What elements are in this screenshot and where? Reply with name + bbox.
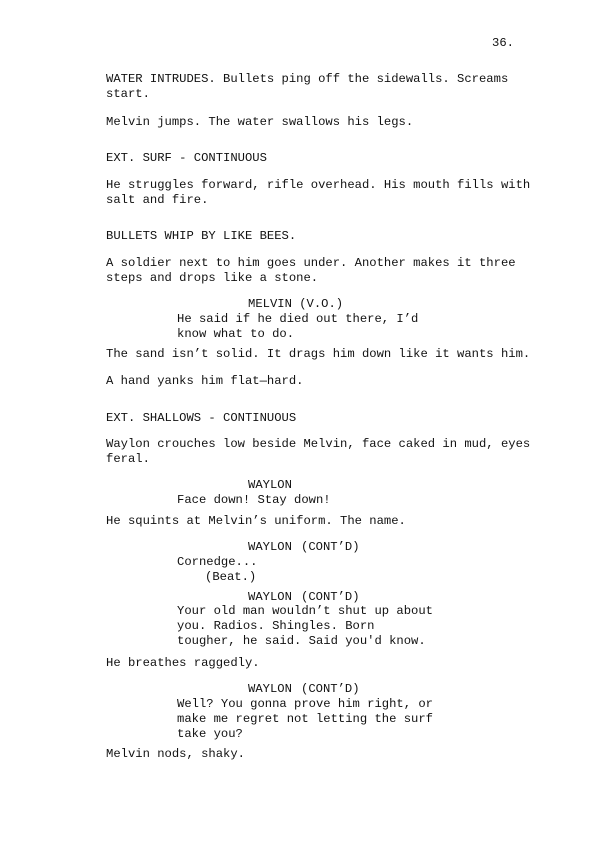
- character-name: WAYLON: [248, 540, 292, 554]
- action-line: A hand yanks him flat—hard.: [106, 374, 304, 388]
- cont-extension: (CONT’D): [301, 682, 360, 696]
- action-line: Melvin nods, shaky.: [106, 747, 245, 761]
- dialogue-line: take you?: [177, 727, 243, 741]
- scene-heading: EXT. SHALLOWS - CONTINUOUS: [106, 411, 297, 425]
- dialogue-line: Your old man wouldn’t shut up about: [177, 604, 433, 618]
- action-line: feral.: [106, 452, 150, 466]
- dialogue-line: Face down! Stay down!: [177, 493, 331, 507]
- dialogue-line: make me regret not letting the surf: [177, 712, 433, 726]
- action-line: He breathes raggedly.: [106, 656, 260, 670]
- dialogue-line: know what to do.: [177, 327, 295, 341]
- action-line: steps and drops like a stone.: [106, 271, 319, 285]
- page-number: 36.: [492, 36, 514, 50]
- action-line: Melvin jumps. The water swallows his legs.: [106, 115, 414, 129]
- action-line: The sand isn’t solid. It drags him down like it wants him.: [106, 347, 531, 361]
- dialogue-line: Cornedge...: [177, 555, 258, 569]
- action-line: He struggles forward, rifle overhead. His mouth fills with: [106, 178, 531, 192]
- cont-extension: (CONT’D): [301, 590, 360, 604]
- action-line: A soldier next to him goes under. Another makes it three: [106, 256, 516, 270]
- dialogue-line: tougher, he said. Said you'd know.: [177, 634, 426, 648]
- character-name: MELVIN (V.O.): [248, 297, 344, 311]
- character-name: WAYLON: [248, 682, 292, 696]
- action-line: start.: [106, 87, 150, 101]
- character-name: WAYLON: [248, 590, 292, 604]
- action-line: WATER INTRUDES. Bullets ping off the sidewalls. Screams: [106, 72, 509, 86]
- action-line: salt and fire.: [106, 193, 209, 207]
- character-name: WAYLON: [248, 478, 292, 492]
- action-line: BULLETS WHIP BY LIKE BEES.: [106, 229, 297, 243]
- parenthetical: (Beat.): [205, 570, 257, 584]
- scene-heading: EXT. SURF - CONTINUOUS: [106, 151, 267, 165]
- action-line: He squints at Melvin’s uniform. The name.: [106, 514, 406, 528]
- dialogue-line: He said if he died out there, I’d: [177, 312, 419, 326]
- action-line: Waylon crouches low beside Melvin, face caked in mud, eyes: [106, 437, 531, 451]
- cont-extension: (CONT’D): [301, 540, 360, 554]
- dialogue-line: you. Radios. Shingles. Born: [177, 619, 375, 633]
- dialogue-line: Well? You gonna prove him right, or: [177, 697, 433, 711]
